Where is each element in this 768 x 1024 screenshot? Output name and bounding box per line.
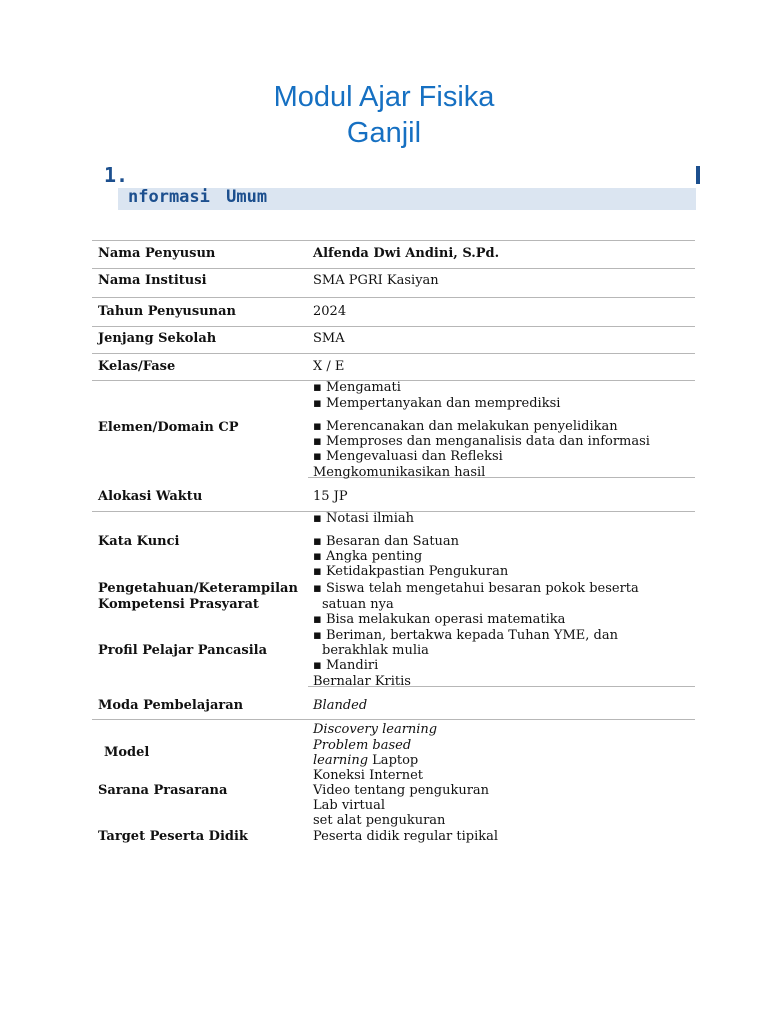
row-label-elemen-domain-cp: Elemen/Domain CP: [98, 420, 239, 435]
row-label-nama-institusi: Nama Institusi: [98, 273, 207, 288]
list-item: ▪ Mengamati: [313, 380, 401, 395]
row-value-tahun-penyusunan: 2024: [313, 304, 347, 319]
row-value-target-peserta-didik: Peserta didik regular tipikal: [313, 829, 499, 844]
table-rule: [92, 268, 695, 269]
list-item: ▪ Siswa telah mengetahui besaran pokok beserta: [313, 581, 639, 596]
list-item: ▪ Mempertanyakan dan memprediksi: [313, 396, 561, 411]
section-number: 1.: [104, 163, 129, 187]
row-value-alokasi-waktu: 15 JP: [313, 489, 348, 504]
list-item: ▪ Bisa melakukan operasi matematika: [313, 612, 566, 627]
list-item: ▪ Memproses dan menganalisis data dan informasi: [313, 434, 650, 449]
table-rule: [92, 719, 695, 720]
row-value-model-line3: [313, 753, 418, 768]
table-rule: [92, 326, 695, 327]
list-item: Mengkomunikasikan hasil: [313, 465, 486, 480]
row-label-target-peserta-didik: Target Peserta Didik: [98, 829, 248, 844]
list-item: Koneksi Internet: [313, 768, 424, 783]
row-label-alokasi-waktu: Alokasi Waktu: [98, 489, 203, 504]
row-value-kelas-fase: X / E: [313, 359, 345, 374]
list-item: ▪ Merencanakan dan melakukan penyelidikan: [313, 419, 618, 434]
row-label-moda-pembelajaran: Moda Pembelajaran: [98, 698, 244, 713]
list-item: berakhlak mulia: [322, 643, 429, 658]
row-value-nama-penyusun: Alfenda Dwi Andini, S.Pd.: [313, 246, 500, 261]
section-title: nformasi Umum: [128, 187, 268, 207]
row-value-model-line1: Discovery learning: [313, 722, 438, 737]
list-item: ▪ Beriman, bertakwa kepada Tuhan YME, dan: [313, 628, 618, 643]
row-label-profil-pelajar-pancasila: Profil Pelajar Pancasila: [98, 643, 268, 658]
document-title: Modul Ajar Fisika: [273, 81, 495, 113]
list-item: ▪ Besaran dan Satuan: [313, 534, 460, 549]
row-label-jenjang-sekolah: Jenjang Sekolah: [98, 331, 217, 346]
model-line3-rest: Laptop: [368, 753, 419, 768]
row-value-model-line2: Problem based: [313, 738, 412, 753]
row-value-moda-pembelajaran: Blanded: [313, 698, 368, 713]
section-heading-marker: [696, 166, 700, 184]
table-rule: [92, 297, 695, 298]
row-label-kelas-fase: Kelas/Fase: [98, 359, 176, 374]
row-label-nama-penyusun: Nama Penyusun: [98, 246, 216, 261]
document-title-subtitle: Ganjil: [346, 117, 422, 149]
list-item: Video tentang pengukuran: [313, 783, 490, 798]
list-item: Bernalar Kritis: [313, 674, 411, 689]
table-rule: [92, 240, 695, 241]
list-item: ▪ Mengevaluasi dan Refleksi: [313, 449, 503, 464]
row-label-prasyarat: Pengetahuan/Keterampilan: [98, 581, 298, 596]
list-item: satuan nya: [322, 597, 394, 612]
row-value-nama-institusi: SMA PGRI Kasiyan: [313, 273, 439, 288]
list-item: Lab virtual: [313, 798, 386, 813]
table-rule: [92, 353, 695, 354]
row-label-prasyarat-line2: Kompetensi Prasyarat: [98, 597, 259, 612]
row-label-kata-kunci: Kata Kunci: [98, 534, 180, 549]
row-label-model: Model: [104, 745, 150, 760]
row-label-sarana-prasarana: Sarana Prasarana: [98, 783, 228, 798]
row-value-jenjang-sekolah: SMA: [313, 331, 345, 346]
list-item: ▪ Mandiri: [313, 658, 379, 673]
model-line3-italic: learning: [313, 753, 369, 768]
list-item: ▪ Ketidakpastian Pengukuran: [313, 564, 509, 579]
list-item: set alat pengukuran: [313, 813, 446, 828]
list-item: ▪ Notasi ilmiah: [313, 511, 415, 526]
list-item: ▪ Angka penting: [313, 549, 423, 564]
row-label-tahun-penyusunan: Tahun Penyusunan: [98, 304, 236, 319]
